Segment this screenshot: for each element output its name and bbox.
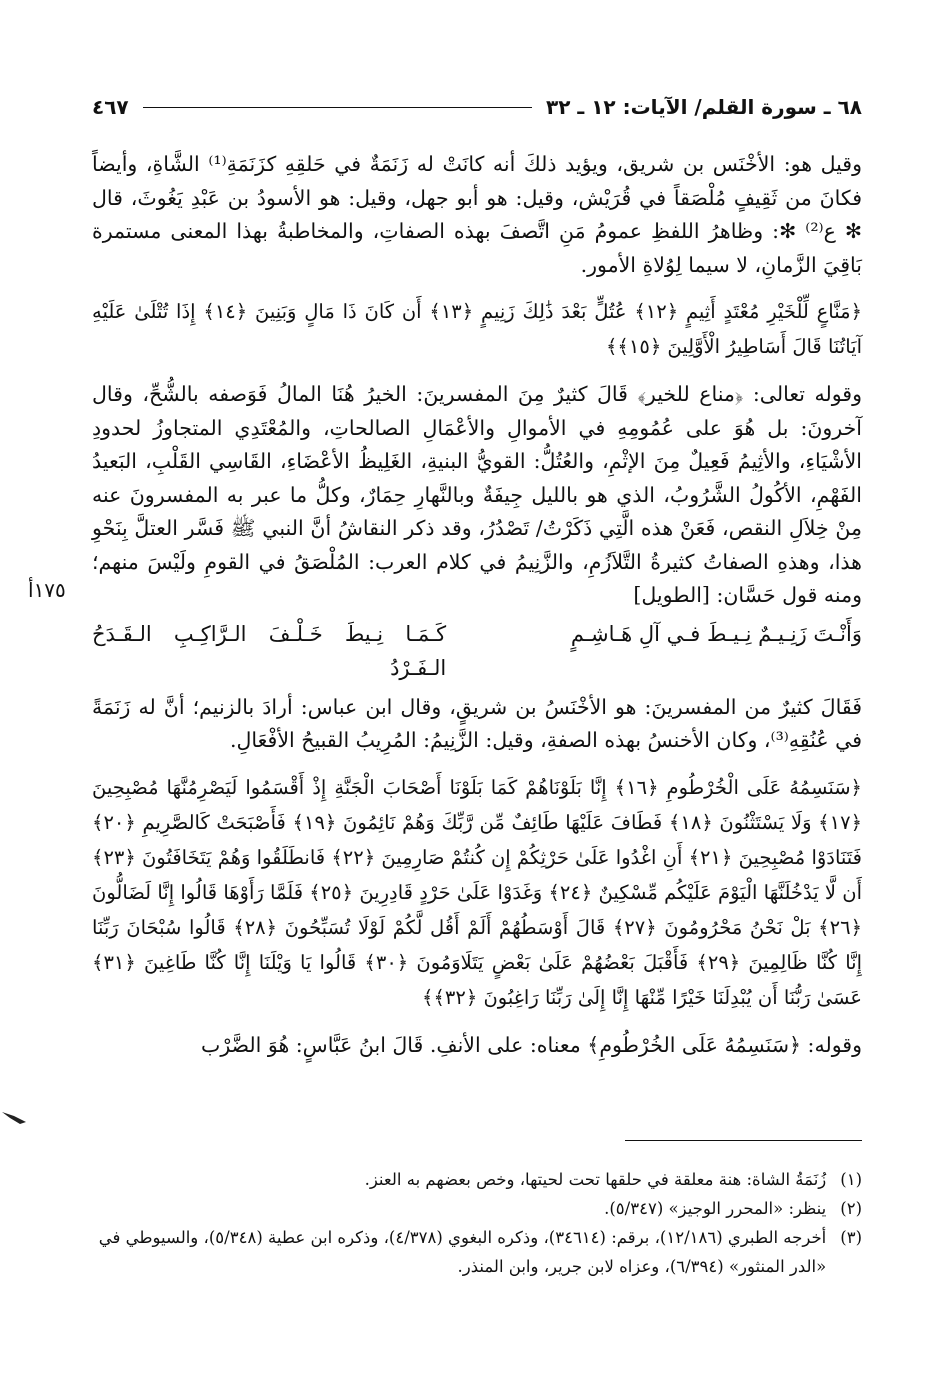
footnote-number: (٣) — [840, 1228, 862, 1247]
footnote-number: (٢) — [840, 1199, 862, 1218]
paragraph-4: وقوله: ﴿سَنَسِمُهُ عَلَى الخُرْطُومِ﴾ معناه: على الأنفِ. قَالَ ابنُ عَبَّاسٍ: هُوَ الضَّرْب — [201, 1032, 862, 1057]
manuscript-folio-note: ١٧٥أ — [28, 578, 66, 602]
footnote-text: أخرجه الطبري (١٢/١٨٦)، برقم: (٣٤٦١٤)، وذكره البغوي (٤/٣٧٨)، وذكره ابن عطية (٥/٣٤٨)، والسيوطي في «الدر المنثور» (٦/٣٩٤)، وعزاه لابن جرير، وابن المنذر. — [98, 1228, 827, 1276]
footnote-2 — [92, 1194, 862, 1223]
scan-smudge-mark — [0, 1106, 30, 1126]
poetry-line — [92, 617, 862, 685]
footnote-3 — [92, 1223, 862, 1281]
page-number: ٤٦٧ — [92, 95, 129, 119]
quran-verses-16-32: ﴿سَنَسِمُهُ عَلَى الْخُرْطُومِ ﴿١٦﴾ إِنَّا بَلَوْنَاهُمْ كَمَا بَلَوْنَا أَصْحَابَ الْجَنَّةِ إِذْ أَقْسَمُوا لَيَصْرِمُنَّهَا مُصْبِحِينَ ﴿١٧﴾ وَلَا يَسْتَثْنُونَ ﴿١٨﴾ فَطَافَ عَلَيْهَا طَائِفٌ مِّن رَّبِّكَ وَهُمْ نَائِمُونَ ﴿١٩﴾ فَأَصْبَحَتْ كَالصَّرِيمِ ﴿٢٠﴾ فَتَنَادَوْا مُصْبِحِينَ ﴿٢١﴾ أَنِ اغْدُوا عَلَىٰ حَرْثِكُمْ إِن كُنتُمْ صَارِمِينَ ﴿٢٢﴾ فَانطَلَقُوا وَهُمْ يَتَخَافَتُونَ ﴿٢٣﴾ أَن لَّا يَدْخُلَنَّهَا الْيَوْمَ عَلَيْكُم مِّسْكِينٌ ﴿٢٤﴾ وَغَدَوْا عَلَىٰ حَرْدٍ قَادِرِينَ ﴿٢٥﴾ فَلَمَّا رَأَوْهَا قَالُوا إِنَّا لَضَالُّونَ ﴿٢٦﴾ بَلْ نَحْنُ مَحْرُومُونَ ﴿٢٧﴾ قَالَ أَوْسَطُهُمْ أَلَمْ أَقُل لَّكُمْ لَوْلَا تُسَبِّحُونَ ﴿٢٨﴾ قَالُوا سُبْحَانَ رَبِّنَا إِنَّا كُنَّا ظَالِمِينَ ﴿٢٩﴾ فَأَقْبَلَ بَعْضُهُمْ عَلَىٰ بَعْضٍ يَتَلَاوَمُونَ ﴿٣٠﴾ قَالُوا يَا وَيْلَنَا إِنَّا كُنَّا طَاغِينَ ﴿٣١﴾ عَسَىٰ رَبُّنَا أَن يُبْدِلَنَا خَيْرًا مِّنْهَا إِنَّا إِلَىٰ رَبِّنَا رَاغِبُونَ ﴿٣٢﴾﴾ — [92, 775, 863, 1009]
poetry-first-hemistich: وَأَنْـتَ زَنِـيـمٌ نِـيـطَ فـي آلِ هَـاشِـمٍ — [570, 621, 862, 646]
footnotes — [92, 1140, 862, 1281]
main-text — [92, 148, 862, 1062]
header-rule — [143, 107, 532, 108]
paragraph-1: وقيل هو: الأخْنَس بن شريق، ويؤيد ذلكَ أنه كانَتْ له زَنَمَةٌ في حَلقِهِ كزَنَمَةِ⁽¹⁾ الشَّاةِ، وأيضاً فكانَ من ثَقِيفٍ مُلْصَقاً في قُرَيْش، وقيل: هو أبو جهل، وقيل: هو الأسودُ بن عَبْدِ يَغُوثَ، قال ✻ ع⁽²⁾ ✻: وظاهرُ اللفظِ عمومُ مَنِ اتَّصفَ بهذه الصفاتِ، والمخاطبةُ بهذا المعنى مستمرة بَاقِيَ الزَّمانِ، لا سيما لِوُلاةِ الأمور. — [92, 152, 862, 277]
poetry-second-hemistich: كَـمَـا نِـيطَ خَـلْـفَ الـرَّاكِـبِ الـقَـدَحُ الـفَـرْدُ — [92, 621, 447, 680]
footnote-text: زُنَمَةُ الشاة: هنة معلقة في حلقها تحت لحيتها، وخص بعضهم به العنز. — [364, 1170, 827, 1189]
paragraph-3: فَقَالَ كثيرٌ من المفسرينَ: هو الأخْنَسُ بن شريقٍ، وقال ابن عباس: أرادَ بالزنيم؛ أنَّ له زَنَمَةً في عُنُقِهِ⁽³⁾، وكان الأخنسُ بهذه الصفةِ، وقيل: الزَّنِيمُ: المُرِيبُ القبيحُ الأفْعَالِ. — [92, 694, 862, 752]
running-header — [92, 90, 862, 124]
footnote-number: (١) — [840, 1170, 862, 1189]
footnote-1 — [92, 1165, 862, 1194]
paragraph-2: وقوله تعالى: ﴿مناع للخير﴾ قَالَ كثيرٌ مِنَ المفسرينَ: الخيرُ هُنَا المالُ فَوَصفه بالشُّحِّ، وقال آخرونَ: بل هُوَ على عُمُومِهِ في الأموالِ والأعْمَالِ الصالحاتِ، والمُعْتَدِي المتجاوزُ لحدودِ الأشْيَاءِ، والأثِيمُ فَعِيلٌ مِنَ الإثْمِ، والعُتُلُّ: القويُّ البنيةِ، الغَلِيظُ الأعْضَاءِ، القَاسِي القَلْبِ، البَعيدُ الفَهْمِ، الأكُولُ الشَّرُوبُ، الذي هو بالليل جِيفَةٌ وبالنَّهارِ حِمَارٌ، وكلُّ ما عبر به المفسرونَ عنه مِنْ خِلاَلِ النقص، فَعَنْ هذه الَّتِي ذَكَرْتُ/ تَصْدُرُ، وقد ذكر النقاشُ أنَّ النبي ﷺ فَسَّر العتلَّ بِنَحْوِ هذا، وهذهِ الصفاتُ كثيرةُ التَّلاَزُمِ، والزَّنِيمُ في كلام العرب: المُلْصَقُ في القومِ ولَيْسَ منهم؛ ومنه قول حَسَّان: [الطويل] — [92, 382, 862, 607]
footnote-text: ينظر: «المحرر الوجيز» (٥/٣٤٧). — [604, 1199, 827, 1218]
quran-verses-12-15: ﴿مَنَّاعٍ لِّلْخَيْرِ مُعْتَدٍ أَثِيمٍ ﴿١٢﴾ عُتُلٍّ بَعْدَ ذَٰلِكَ زَنِيمٍ ﴿١٣﴾ أَن كَانَ ذَا مَالٍ وَبَنِينَ ﴿١٤﴾ إِذَا تُتْلَىٰ عَلَيْهِ آيَاتُنَا قَالَ أَسَاطِيرُ الْأَوَّلِينَ ﴿١٥﴾﴾ — [92, 300, 862, 358]
header-title: ٦٨ ـ سورة القلم/ الآيات: ١٢ ـ ٣٢ — [546, 95, 862, 119]
